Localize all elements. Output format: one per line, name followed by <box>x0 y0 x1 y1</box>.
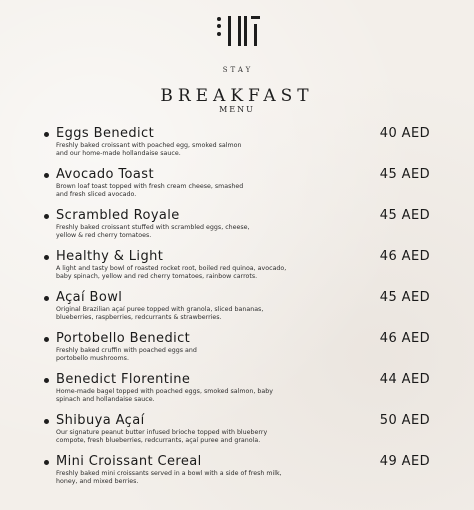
bullet-icon <box>44 378 49 383</box>
bullet-icon <box>44 296 49 301</box>
menu-item-name: Mini Croissant Cereal <box>56 454 202 469</box>
menu-item-description: Our signature peanut butter infused brioche topped with blueberry compote, fresh blueberries, redcurrants, açaí puree and granola. <box>56 429 268 444</box>
menu-item-name: Scrambled Royale <box>56 208 180 223</box>
bullet-icon <box>44 132 49 137</box>
menu-item <box>0 167 474 207</box>
menu-item-description: Home-made bagel topped with poached eggs, smoked salmon, baby spinach and hollandaise sauce. <box>56 388 273 403</box>
menu-item-name: Eggs Benedict <box>56 126 155 141</box>
menu-item <box>0 290 474 330</box>
menu-item-description: Freshly baked croissant with poached egg, smoked salmon and our home-made hollandaise sauce. <box>56 142 242 157</box>
page-title: BREAKFAST <box>160 86 314 106</box>
menu-item-description: Original Brazilian açaí puree topped with granola, sliced bananas, blueberries, raspberries, redcurrants & strawberries. <box>56 306 264 321</box>
menu-item-description: A light and tasty bowl of roasted rocket root, boiled red quinoa, avocado, baby spinach, yellow and red cherry tomatoes, rainbow carrots. <box>56 265 287 280</box>
menu-item <box>0 249 474 289</box>
menu-item-price: 45 AED <box>379 290 430 305</box>
bullet-icon <box>44 173 49 178</box>
menu-item-description: Freshly baked mini croissants served in a bowl with a side of fresh milk, honey, and mixed berries. <box>56 470 282 485</box>
page-subtitle: MENU <box>219 105 255 114</box>
menu-item <box>0 331 474 371</box>
menu-item-price: 50 AED <box>379 413 430 428</box>
menu-item-name: Healthy & Light <box>56 249 164 264</box>
menu-item-price: 49 AED <box>379 454 430 469</box>
menu-item <box>0 126 474 166</box>
menu-item-price: 45 AED <box>379 208 430 223</box>
bullet-icon <box>44 214 49 219</box>
menu-item <box>0 208 474 248</box>
brand-logo <box>214 14 262 76</box>
bullet-icon <box>44 460 49 465</box>
menu-item-name: Avocado Toast <box>56 167 154 182</box>
logo-icon <box>214 14 262 58</box>
menu-item-description: Freshly baked croissant stuffed with scrambled eggs, cheese, yellow & red cherry tomatoes. <box>56 224 250 239</box>
menu-item-name: Shibuya Açaí <box>56 413 145 428</box>
menu-item-price: 45 AED <box>379 167 430 182</box>
menu-item-price: 40 AED <box>379 126 430 141</box>
menu-item-name: Benedict Florentine <box>56 372 191 387</box>
menu-item-description: Freshly baked cruffin with poached eggs and portobello mushrooms. <box>56 347 197 362</box>
menu-item-price: 44 AED <box>379 372 430 387</box>
menu-item <box>0 413 474 453</box>
menu-item-name: Portobello Benedict <box>56 331 191 346</box>
bullet-icon <box>44 419 49 424</box>
bullet-icon <box>44 255 49 260</box>
menu-item <box>0 372 474 412</box>
menu-item-name: Açaí Bowl <box>56 290 123 305</box>
bullet-icon <box>44 337 49 342</box>
menu-item <box>0 454 474 494</box>
menu-item-description: Brown loaf toast topped with fresh cream cheese, smashed and fresh sliced avocado. <box>56 183 244 198</box>
brand-wordmark: STAY <box>222 66 254 74</box>
menu-item-price: 46 AED <box>379 249 430 264</box>
menu-item-price: 46 AED <box>379 331 430 346</box>
